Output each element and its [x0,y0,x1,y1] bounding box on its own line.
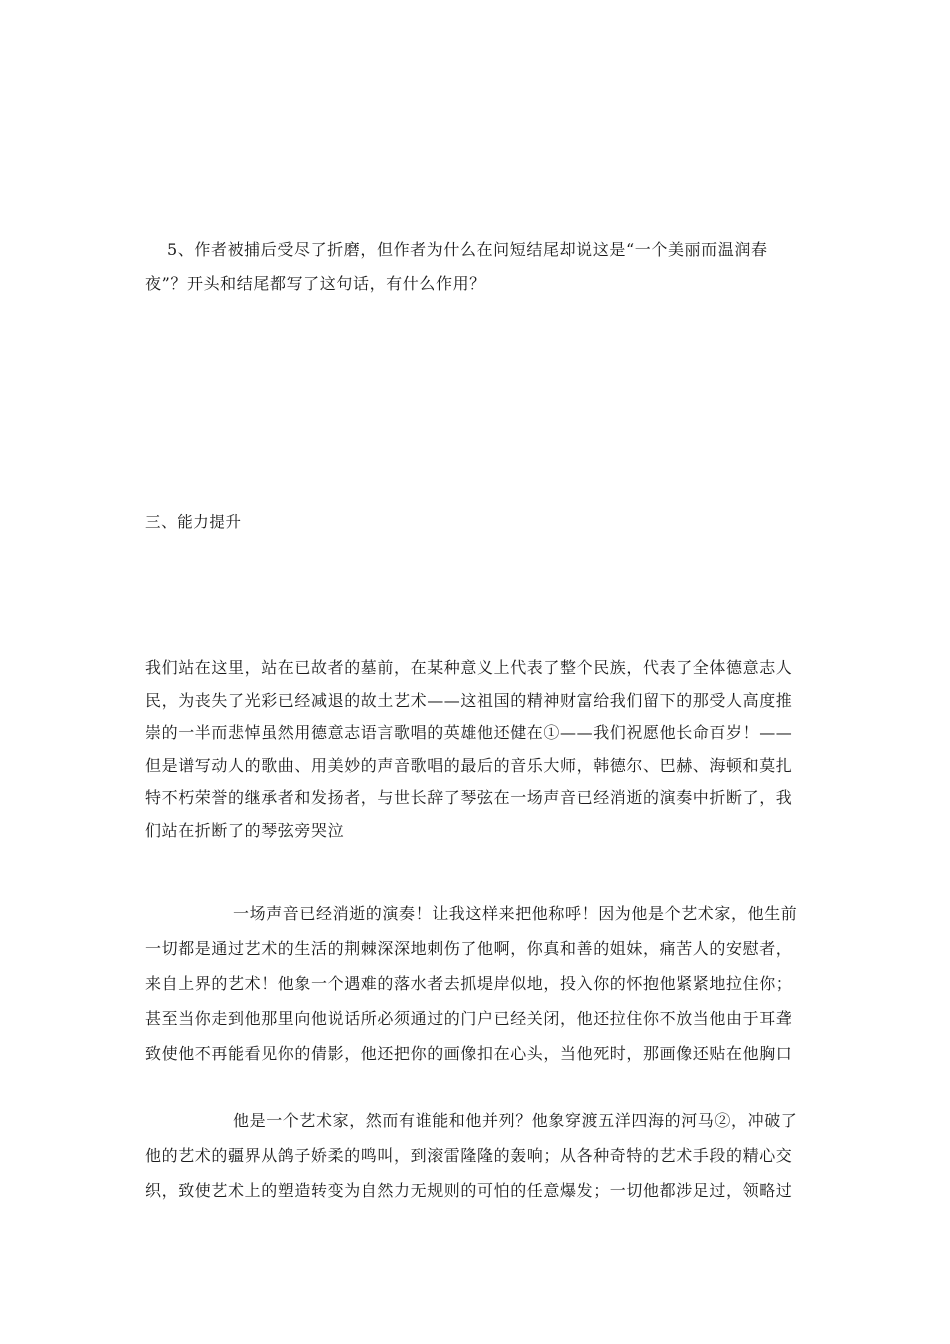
paragraph-line: 织，致使艺术上的塑造转变为自然力无规则的可怕的任意爆发；一切他都涉足过，领略过 [145,1181,793,1200]
paragraph-line: 一场声音已经消逝的演奏！让我这样来把他称呼！因为他是个艺术家，他生前 [233,904,798,923]
question-5 [145,233,805,301]
paragraph-line: 崇的一半而悲悼虽然用德意志语言歌唱的英雄他还健在①——我们祝愿他长命百岁！—— [145,723,793,742]
question-5-line-1: 5、作者被捕后受尽了折磨，但作者为什么在问短结尾却说这是“一个美丽而温润春 [167,240,768,259]
paragraph-line: 致使他不再能看见你的倩影，他还把你的画像扣在心头，当他死时，那画像还贴在他胸口 [145,1044,793,1063]
paragraph-line: 来自上界的艺术！他象一个遇难的落水者去抓堤岸似地，投入你的怀抱他紧紧地拉住你； [145,974,793,993]
paragraph-line: 他的艺术的疆界从鸽子娇柔的鸣叫，到滚雷隆隆的轰响；从各种奇特的艺术手段的精心交 [145,1146,793,1165]
paragraph-line: 们站在折断了的琴弦旁哭泣 [145,820,345,840]
question-5-line-2: 夜”？开头和结尾都写了这句话，有什么作用？ [145,274,486,293]
paragraph-line: 他是一个艺术家，然而有谁能和他并列？他象穿渡五洋四海的河马②，冲破了 [233,1111,798,1130]
paragraph-line: 民，为丧失了光彩已经减退的故土艺术——这祖国的精神财富给我们留下的那受人高度推 [145,690,793,710]
paragraph-line: 但是谱写动人的歌曲、用美妙的声音歌唱的最后的音乐大师，韩德尔、巴赫、海顿和莫扎 [145,755,793,775]
passage-paragraph-2 [145,896,805,1071]
passage-paragraph-3 [145,1103,805,1208]
passage-paragraph-1 [145,652,805,847]
section-heading: 三、能力提升 [145,513,242,531]
paragraph-line: 一切都是通过艺术的生活的荆棘深深地刺伤了他啊，你真和善的姐妹，痛苦人的安慰者， [145,939,793,958]
paragraph-line: 我们站在这里，站在已故者的墓前，在某种意义上代表了整个民族，代表了全体德意志人 [145,658,793,677]
paragraph-line: 特不朽荣誉的继承者和发扬者，与世长辞了琴弦在一场声音已经消逝的演奏中折断了，我 [145,788,793,807]
paragraph-line: 甚至当你走到他那里向他说话所必须通过的门户已经关闭，他还拉住你不放当他由于耳聋 [145,1009,793,1028]
